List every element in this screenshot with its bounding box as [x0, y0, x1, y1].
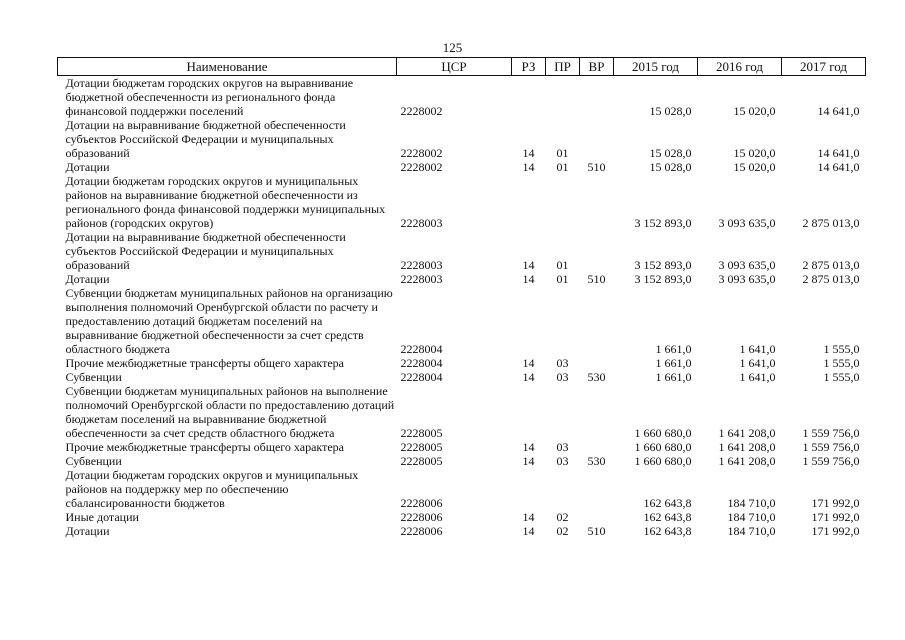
table-row: [58, 468, 866, 510]
row-pr: 01: [556, 258, 569, 272]
table-row: [58, 286, 866, 356]
row-value-2015: 15 028,0: [649, 104, 692, 118]
row-vr: [580, 510, 614, 524]
row-csr: 2228002: [400, 146, 443, 160]
row-csr: 2228004: [400, 370, 443, 384]
row-pr: [546, 384, 580, 440]
row-value-2016: 1 641 208,0: [718, 426, 776, 440]
row-rz: [512, 76, 546, 119]
page-number: 125: [442, 40, 463, 55]
row-value-2015: 1 660 680,0: [634, 440, 692, 454]
row-pr: 02: [556, 524, 569, 538]
row-value-2016: 3 093 635,0: [718, 272, 776, 286]
row-value-2017: 2 875 013,0: [802, 258, 860, 272]
row-pr: [546, 76, 580, 119]
row-value-2016: 3 093 635,0: [718, 216, 776, 230]
header-name: Наименование: [58, 58, 397, 76]
row-pr: 01: [556, 272, 569, 286]
row-name: Дотации на выравнивание бюджетной обеспеченности субъектов Российской Федерации и муниципальных образований: [65, 230, 346, 272]
row-value-2015: 15 028,0: [649, 160, 692, 174]
table-row: [58, 230, 866, 272]
row-name: Дотации: [65, 272, 110, 286]
row-pr: [546, 174, 580, 230]
row-value-2017: 2 875 013,0: [802, 272, 860, 286]
row-pr: 01: [556, 146, 569, 160]
row-rz: 14: [522, 258, 535, 272]
row-vr: 510: [587, 272, 606, 286]
row-value-2015: 162 643,8: [643, 496, 692, 510]
table-row: [58, 454, 866, 468]
row-value-2015: 15 028,0: [649, 146, 692, 160]
row-value-2017: 1 555,0: [823, 370, 860, 384]
row-value-2017: 171 992,0: [811, 524, 860, 538]
row-vr: 510: [587, 160, 606, 174]
row-value-2017: 1 559 756,0: [802, 426, 860, 440]
row-csr: 2228003: [400, 272, 443, 286]
row-name: Субвенции: [65, 370, 122, 384]
row-value-2017: 1 559 756,0: [802, 454, 860, 468]
table-row: [58, 76, 866, 119]
row-rz: 14: [522, 370, 535, 384]
row-csr: 2228003: [400, 216, 443, 230]
header-2017: 2017 год: [782, 58, 866, 76]
table-row: [58, 440, 866, 454]
row-csr: 2228004: [400, 342, 443, 356]
row-name: Дотации бюджетам городских округов и муниципальных районов на выравнивание бюджетной обеспеченности из регионального фонда финансовой поддержки муниципальных районов (городских округов): [65, 174, 386, 230]
row-pr: 03: [556, 356, 569, 370]
table-row: [58, 370, 866, 384]
row-rz: 14: [522, 146, 535, 160]
row-value-2016: 184 710,0: [727, 496, 776, 510]
row-value-2017: 171 992,0: [811, 510, 860, 524]
row-csr: 2228003: [400, 258, 443, 272]
row-pr: 03: [556, 454, 569, 468]
row-pr: [546, 286, 580, 356]
row-value-2017: 14 641,0: [817, 160, 860, 174]
row-vr: [580, 174, 614, 230]
row-name: Дотации: [65, 160, 110, 174]
row-name: Дотации бюджетам городских округов и муниципальных районов на поддержку мер по обеспечению сбалансированности бюджетов: [65, 468, 359, 510]
header-csr: ЦСР: [397, 58, 512, 76]
row-csr: 2228004: [400, 356, 443, 370]
row-value-2017: 1 555,0: [823, 356, 860, 370]
row-rz: 14: [522, 356, 535, 370]
row-value-2017: 2 875 013,0: [802, 216, 860, 230]
row-csr: 2228006: [400, 496, 443, 510]
row-csr: 2228005: [400, 454, 443, 468]
row-value-2015: 3 152 893,0: [634, 216, 692, 230]
row-value-2016: 1 641,0: [739, 370, 776, 384]
table-row: [58, 272, 866, 286]
row-value-2016: 1 641,0: [739, 356, 776, 370]
table-body: [58, 76, 866, 539]
row-name: Дотации бюджетам городских округов на выравнивание бюджетной обеспеченности из регионального фонда финансовой поддержки поселений: [65, 76, 354, 118]
row-rz: [512, 174, 546, 230]
table-row: [58, 118, 866, 160]
table-row: [58, 160, 866, 174]
row-pr: 01: [556, 160, 569, 174]
row-csr: 2228002: [400, 104, 443, 118]
table-row: [58, 524, 866, 538]
row-value-2017: 171 992,0: [811, 496, 860, 510]
row-value-2016: 15 020,0: [733, 146, 776, 160]
row-value-2015: 162 643,8: [643, 524, 692, 538]
row-pr: 03: [556, 440, 569, 454]
row-name: Дотации на выравнивание бюджетной обеспеченности субъектов Российской Федерации и муниципальных образований: [65, 118, 346, 160]
row-value-2016: 1 641 208,0: [718, 454, 776, 468]
row-value-2017: 1 559 756,0: [802, 440, 860, 454]
row-value-2017: 14 641,0: [817, 146, 860, 160]
row-name: Прочие межбюджетные трансферты общего характера: [65, 356, 344, 370]
row-rz: 14: [522, 454, 535, 468]
table-row: [58, 384, 866, 440]
row-csr: 2228006: [400, 510, 443, 524]
row-value-2016: 15 020,0: [733, 104, 776, 118]
row-value-2015: 3 152 893,0: [634, 258, 692, 272]
row-vr: 510: [587, 524, 606, 538]
row-value-2015: 1 661,0: [655, 370, 692, 384]
row-rz: 14: [522, 524, 535, 538]
row-csr: 2228006: [400, 524, 443, 538]
row-vr: [580, 76, 614, 119]
header-2015: 2015 год: [614, 58, 698, 76]
row-value-2017: 14 641,0: [817, 104, 860, 118]
row-rz: 14: [522, 510, 535, 524]
row-name: Субвенции: [65, 454, 122, 468]
table-row: [58, 174, 866, 230]
row-name: Субвенции бюджетам муниципальных районов на организацию выполнения полномочий Оренбургской области по расчету и предоставлению дотаций бюджетам поселений на выравнивание бюджетной обеспеченности за счет средств областного бюджета: [65, 286, 393, 356]
row-rz: [512, 286, 546, 356]
row-value-2016: 184 710,0: [727, 524, 776, 538]
row-name: Субвенции бюджетам муниципальных районов на выполнение полномочий Оренбургской области по предоставлению дотаций бюджетам поселений на выравнивание бюджетной обеспеченности за счет средств областного бюджета: [65, 384, 395, 440]
row-csr: 2228005: [400, 426, 443, 440]
table-header-row: [58, 58, 866, 76]
row-value-2016: 3 093 635,0: [718, 258, 776, 272]
row-name: Дотации: [65, 524, 110, 538]
row-rz: [512, 468, 546, 510]
row-value-2015: 1 661,0: [655, 342, 692, 356]
row-value-2015: 1 661,0: [655, 356, 692, 370]
row-vr: [580, 286, 614, 356]
header-pr: ПР: [546, 58, 580, 76]
header-2016: 2016 год: [698, 58, 782, 76]
budget-table: [57, 57, 866, 538]
row-rz: [512, 384, 546, 440]
row-vr: 530: [587, 454, 606, 468]
table-row: [58, 356, 866, 370]
row-pr: [546, 468, 580, 510]
row-csr: 2228002: [400, 160, 443, 174]
row-vr: [580, 230, 614, 272]
row-value-2015: 3 152 893,0: [634, 272, 692, 286]
row-value-2016: 1 641,0: [739, 342, 776, 356]
budget-table-container: [57, 57, 865, 538]
row-value-2015: 1 660 680,0: [634, 426, 692, 440]
row-value-2016: 1 641 208,0: [718, 440, 776, 454]
row-pr: 03: [556, 370, 569, 384]
header-vr: ВР: [580, 58, 614, 76]
row-value-2017: 1 555,0: [823, 342, 860, 356]
table-row: [58, 510, 866, 524]
row-value-2015: 162 643,8: [643, 510, 692, 524]
row-vr: 530: [587, 370, 606, 384]
row-rz: 14: [522, 160, 535, 174]
row-vr: [580, 468, 614, 510]
row-vr: [580, 118, 614, 160]
row-pr: 02: [556, 510, 569, 524]
row-value-2016: 15 020,0: [733, 160, 776, 174]
row-value-2015: 1 660 680,0: [634, 454, 692, 468]
row-vr: [580, 356, 614, 370]
row-vr: [580, 384, 614, 440]
row-rz: 14: [522, 272, 535, 286]
row-name: Прочие межбюджетные трансферты общего характера: [65, 440, 344, 454]
row-name: Иные дотации: [65, 510, 139, 524]
row-value-2016: 184 710,0: [727, 510, 776, 524]
row-rz: 14: [522, 440, 535, 454]
row-csr: 2228005: [400, 440, 443, 454]
header-rz: РЗ: [512, 58, 546, 76]
row-vr: [580, 440, 614, 454]
